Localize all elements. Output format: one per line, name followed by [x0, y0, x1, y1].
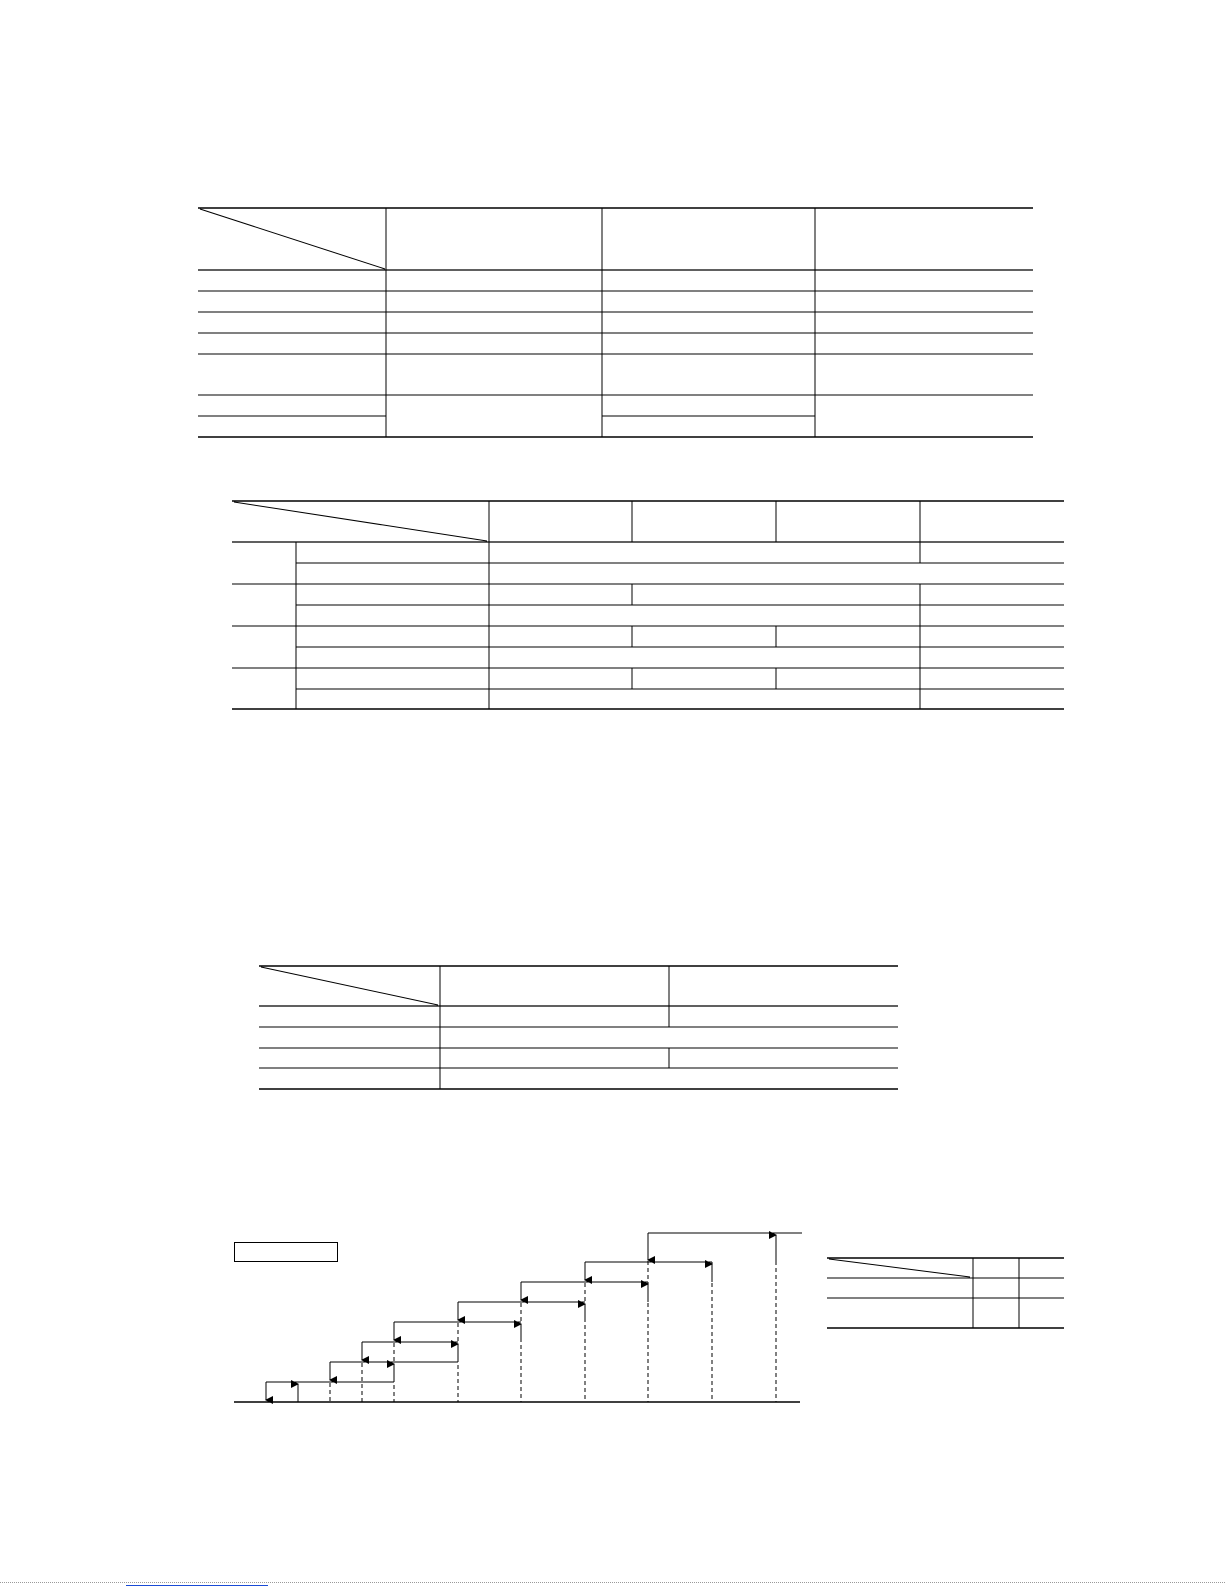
diagram-label-box: [234, 1242, 338, 1262]
table-2-diagonal: [234, 502, 487, 541]
diagram-up-arrows: [298, 1235, 776, 1402]
table-3: [259, 966, 898, 1089]
table-2: [232, 501, 1064, 709]
table-4: [827, 1258, 1064, 1328]
table-3-diagonal: [261, 967, 438, 1005]
diagram-dashed-guides: [330, 1240, 776, 1402]
table-1-diagonal: [200, 209, 385, 269]
footer-link[interactable]: [126, 1574, 268, 1586]
table-1: [198, 208, 1033, 437]
table-4-diagonal: [829, 1259, 970, 1277]
